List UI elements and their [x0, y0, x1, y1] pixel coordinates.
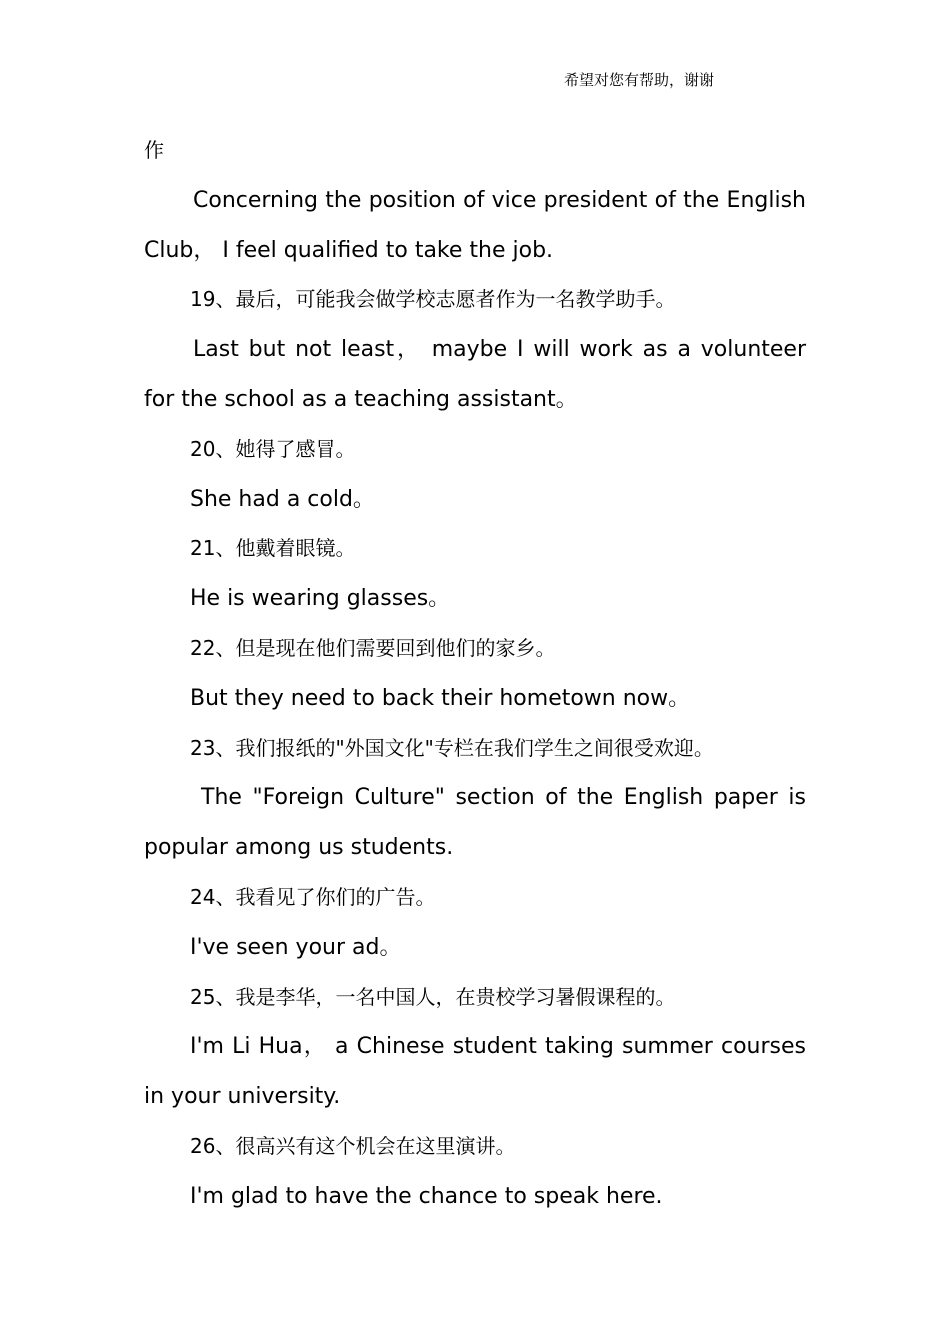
english-translation: Concerning the position of vice president of the English Club， I feel qualified to take the job.	[144, 187, 806, 263]
page-header: 希望对您有帮助，谢谢	[564, 71, 715, 89]
chinese-sentence: 23、我们报纸的"外国文化"专栏在我们学生之间很受欢迎。	[190, 735, 714, 760]
english-translation: I'm Li Hua， a Chinese student taking summer courses in your university.	[144, 1034, 806, 1110]
english-translation: She had a cold。	[190, 486, 375, 512]
chinese-sentence: 20、她得了感冒。	[190, 436, 356, 461]
english-translation: The "Foreign Culture" section of the English paper is popular among us students.	[144, 785, 806, 861]
continued-text: 作	[144, 138, 164, 162]
english-translation: I'm glad to have the chance to speak here.	[190, 1183, 663, 1209]
chinese-sentence: 19、最后，可能我会做学校志愿者作为一名教学助手。	[190, 287, 676, 312]
chinese-sentence: 25、我是李华，一名中国人，在贵校学习暑假课程的。	[190, 984, 676, 1009]
chinese-sentence: 22、但是现在他们需要回到他们的家乡。	[190, 635, 556, 660]
chinese-sentence: 21、他戴着眼镜。	[190, 536, 356, 561]
english-translation: He is wearing glasses。	[190, 586, 451, 612]
document-body	[144, 126, 806, 1222]
english-translation: I've seen your ad。	[190, 934, 402, 960]
chinese-sentence: 26、很高兴有这个机会在这里演讲。	[190, 1133, 516, 1158]
english-translation: But they need to back their hometown now。	[190, 685, 691, 711]
english-translation: Last but not least， maybe I will work as a volunteer for the school as a teaching assistant。	[144, 337, 806, 412]
chinese-sentence: 24、我看见了你们的广告。	[190, 884, 436, 909]
